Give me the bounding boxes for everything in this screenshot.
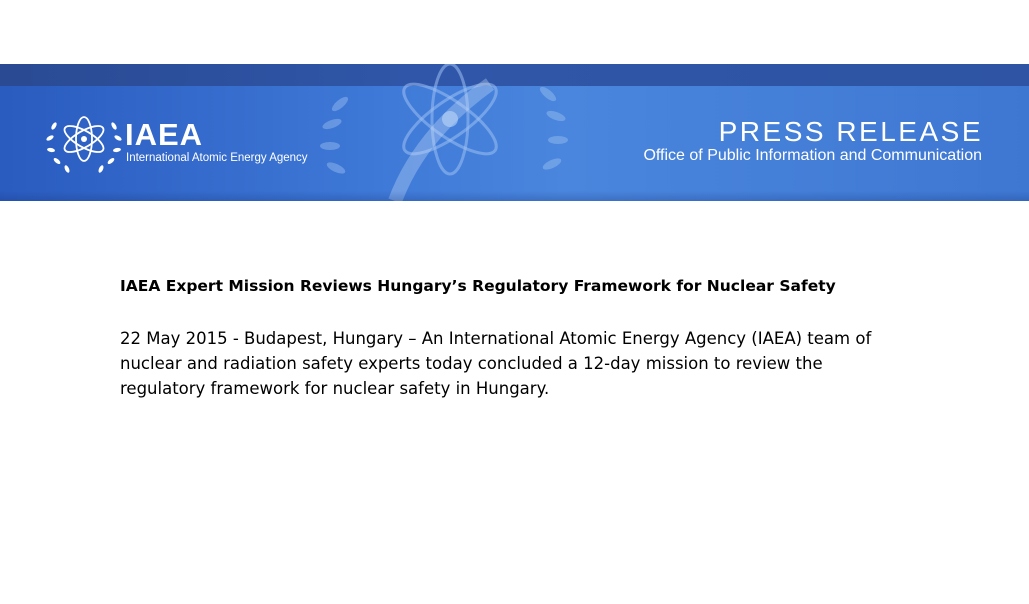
logo-acronym: IAEA [125,117,204,152]
iaea-logo-icon [44,106,124,176]
article-body: 22 May 2015 - Budapest, Hungary – An International Atomic Energy Agency (IAEA) team of nuclear and radiation safety experts today concluded a 12-day mission to review the regulatory framework for nuclear safety in Hungary. [120,329,872,398]
press-office-subtitle: Office of Public Information and Communication [643,147,982,164]
press-release-banner [0,64,1029,201]
banner-bottom-shade [0,191,1029,201]
press-release-title: PRESS RELEASE [718,116,983,147]
atom-wreath-watermark-icon [300,64,600,201]
article-headline: IAEA Expert Mission Reviews Hungary’s Regulatory Framework for Nuclear Safety [120,277,836,295]
logo-org-name: International Atomic Energy Agency [126,152,308,164]
